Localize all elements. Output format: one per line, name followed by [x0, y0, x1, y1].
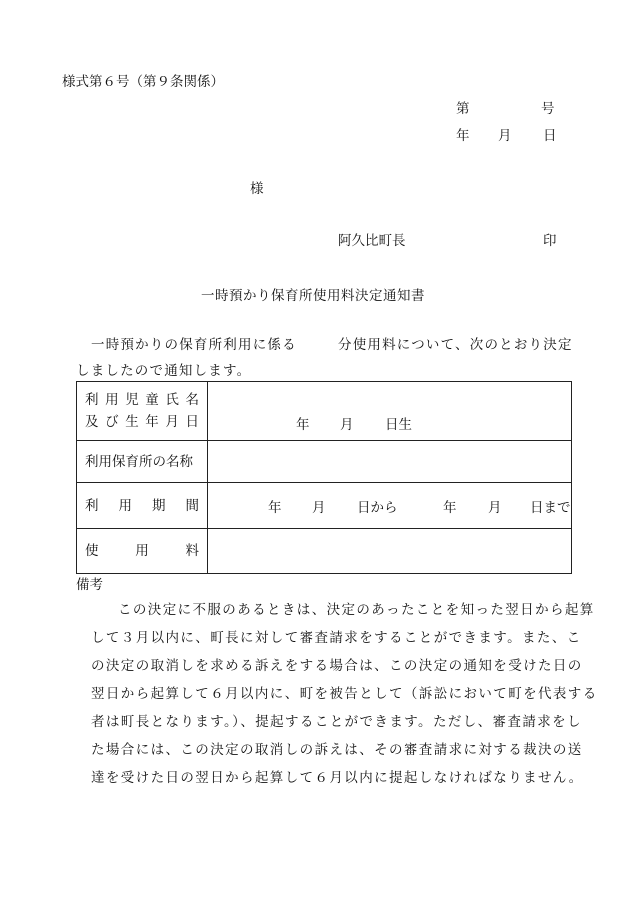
table-row-period	[77, 483, 572, 529]
form-label: 様式第６号（第９条関係）	[62, 74, 224, 90]
document-title: 一時預かり保育所使用料決定通知書	[201, 288, 425, 304]
table-row-fee	[77, 529, 572, 574]
period-start-year: 年	[268, 500, 282, 516]
label-fee: 使 用 料	[85, 543, 199, 559]
period-label-cell	[77, 483, 208, 529]
child-value-cell	[208, 382, 572, 441]
remarks-line: 達を受けた日の翌日から起算して６月以内に提起しなければなりません。	[91, 770, 584, 786]
fee-value-cell	[208, 529, 572, 574]
remarks-line: の決定の取消しを求める訴えをする場合は、この決定の通知を受けた日の	[91, 658, 583, 674]
remarks-heading: 備考	[76, 577, 103, 593]
date-year: 年	[456, 128, 470, 144]
intro-text-part2: 分使用料について、次のとおり決定	[338, 337, 573, 353]
table-row-facility	[77, 441, 572, 483]
fee-label-cell	[77, 529, 208, 574]
number-suffix: 号	[541, 101, 555, 117]
addressee-suffix: 様	[250, 181, 264, 197]
remarks-line: この決定に不服のあるときは、決定のあったことを知った翌日から起算	[118, 602, 595, 618]
info-table	[76, 381, 572, 574]
number-prefix: 第	[456, 101, 470, 117]
date-day: 日	[543, 128, 557, 144]
period-start-day: 日から	[357, 500, 398, 516]
seal-mark: 印	[543, 233, 557, 249]
period-end-day: 日まで	[530, 500, 571, 516]
period-value-cell	[208, 483, 572, 529]
period-end-year: 年	[443, 500, 457, 516]
table-row-child	[77, 382, 572, 441]
label-child-name: 利 用 児 童 氏 名	[85, 392, 199, 408]
intro-text-part1: 一時預かりの保育所利用に係る	[91, 337, 297, 353]
remarks-body	[91, 596, 598, 792]
facility-value-cell	[208, 441, 572, 483]
issuer-name: 阿久比町長	[338, 233, 406, 249]
remarks-line: た場合には、この決定の取消しの訴えは、その審査請求に対する裁決の送	[91, 742, 583, 758]
intro-text-line2: しましたので通知します。	[76, 363, 252, 379]
remarks-line: 者は町長となります。）、提起することができます。ただし、審査請求をし	[91, 714, 582, 730]
facility-label-cell	[77, 441, 208, 483]
birth-year: 年	[296, 417, 310, 433]
period-end-month: 月	[488, 500, 502, 516]
birth-day: 日生	[385, 417, 412, 433]
label-birthdate: 及 び 生 年 月 日	[85, 414, 199, 430]
birth-month: 月	[340, 417, 354, 433]
remarks-line: して３月以内に、町長に対して審査請求をすることができます。また、こ	[91, 630, 582, 646]
child-label-cell	[77, 382, 208, 441]
period-start-month: 月	[312, 500, 326, 516]
label-period: 利 用 期 間	[85, 497, 199, 514]
remarks-line: 翌日から起算して６月以内に、町を被告として（訴訟において町を代表する	[91, 686, 598, 702]
date-month: 月	[498, 128, 512, 144]
label-facility: 利用保育所の名称	[85, 453, 193, 470]
